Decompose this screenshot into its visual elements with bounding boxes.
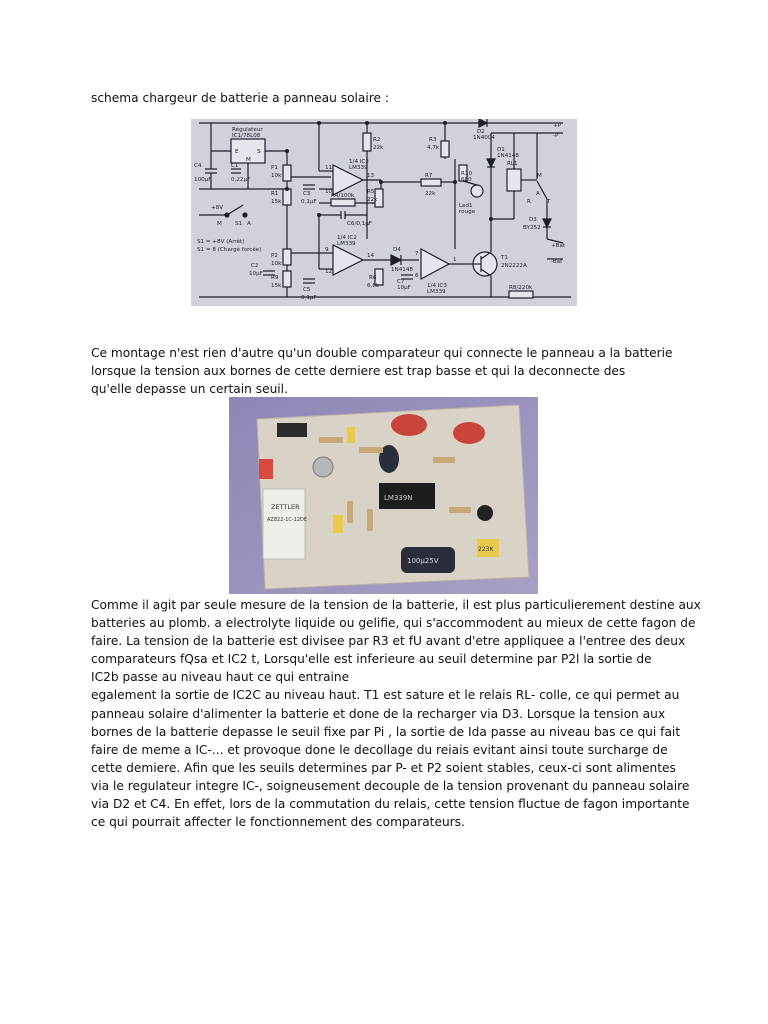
label-t1: T1 bbox=[501, 255, 508, 261]
label-r10: R10 bbox=[461, 171, 473, 177]
label-ic2-bot-part: LM339 bbox=[337, 241, 356, 247]
paragraph-2-line: faire. La tension de la batterie est divisee par R3 et fU avant d'etre appliquee a l'entree des deux bbox=[91, 634, 686, 649]
paragraph-2-line: comparateurs fQsa et IC2 t, Lorsqu'elle est inferieure au seuil determine par P2l la sortie de bbox=[91, 652, 652, 667]
circuit-board-photo bbox=[229, 397, 538, 594]
label-d3-val: BY252 bbox=[523, 225, 541, 231]
label-a-a: A bbox=[247, 221, 251, 227]
label-c3: C3 bbox=[303, 191, 311, 197]
label-c1: C1 bbox=[231, 163, 239, 169]
label-r5: R5 bbox=[367, 189, 375, 195]
label-c3-val: 0,1µF bbox=[301, 199, 317, 205]
label-r9-val: 15k bbox=[271, 283, 282, 289]
label-t-relay: T bbox=[547, 199, 551, 205]
label-d4: D4 bbox=[393, 247, 401, 253]
label-c1-val: 0,22µF bbox=[231, 177, 251, 183]
paragraph-2-line: cette demiere. Afin que les seuils determines par P- et P2 soient stables, ceux-ci sont alimentes bbox=[91, 760, 676, 775]
paragraph-2-line: via le regulateur integre IC-, soigneusement decouple de la tension provenant du panneau solaire bbox=[91, 778, 690, 793]
paragraph-2-line: ce qui pourrait affecter le fonctionnement des comparateurs. bbox=[91, 815, 465, 830]
caption-text: schema chargeur de batterie a panneau solaire : bbox=[91, 91, 389, 105]
label-r2-val: 22k bbox=[373, 145, 384, 151]
label-batminus: -Bat bbox=[551, 259, 563, 265]
label-d2-val: 1N4004 bbox=[473, 135, 495, 141]
photo-label-relay-part: AZ822-1C-12DE bbox=[267, 517, 308, 523]
label-v8: +8V bbox=[211, 205, 224, 211]
label-r6-val: 6,8k bbox=[367, 283, 380, 289]
label-ic3-part: LM339 bbox=[427, 289, 446, 295]
paragraph-2-line: bornes de la batterie depasse le seuil fixe par Pi , la sortie de Ida passe au niveau bas ce qui fait bbox=[91, 724, 681, 739]
label-pin14: 14 bbox=[367, 253, 375, 259]
label-pin1: 1 bbox=[453, 257, 457, 263]
label-ic2-top-part: LM339 bbox=[349, 165, 368, 171]
label-pin10: 10 bbox=[325, 189, 333, 195]
paragraph-2 bbox=[91, 596, 701, 831]
label-r5-val: 22k bbox=[367, 197, 378, 203]
label-c5-val: 0,1µF bbox=[301, 295, 317, 301]
label-p2-val: 10k bbox=[271, 261, 282, 267]
label-r-relay: R bbox=[527, 199, 531, 205]
paragraph-2-line: Comme il agit par seule mesure de la tension de la batterie, il est plus particulierement destine aux bbox=[91, 598, 701, 612]
label-reg-m: M bbox=[246, 157, 251, 163]
label-rl1: RL1 bbox=[507, 161, 518, 167]
label-pin9: 9 bbox=[325, 247, 329, 253]
paragraph-2-line: faire de meme a IC-... et provoque done le decollage du reiais evitant ainsi toute surcharge de bbox=[91, 742, 668, 757]
label-d3: D3 bbox=[529, 217, 537, 223]
label-a-relay: A bbox=[536, 191, 540, 197]
label-led: Led1 bbox=[459, 203, 473, 209]
label-c5: C5 bbox=[303, 287, 311, 293]
photo-label-relay: ZETTLER bbox=[271, 503, 300, 511]
label-pin13: 13 bbox=[367, 173, 375, 179]
label-c6: C6/0,1µF bbox=[347, 221, 373, 227]
label-led-val: rouge bbox=[459, 209, 476, 215]
label-d2: D2 bbox=[477, 129, 485, 135]
label-c2: C2 bbox=[251, 263, 259, 269]
label-m-relay: M bbox=[537, 173, 542, 179]
label-pin7: 7 bbox=[415, 251, 419, 257]
circuit-schematic-image bbox=[191, 119, 577, 306]
paragraph-2-line: batteries au plomb. a electrolyte liquide ou gelifie, qui s'accommodent au mieux de cette fagon de bbox=[91, 616, 696, 631]
label-ic2-bot: 1/4 IC2 bbox=[337, 235, 357, 241]
label-reg-e: E bbox=[235, 149, 239, 155]
photo-label-chip: LM339N bbox=[384, 494, 413, 502]
paragraph-2-line: egalement la sortie de IC2C au niveau haut. T1 est sature et le relais RL- colle, ce qui permet au bbox=[91, 688, 680, 703]
label-c2-val: 10µF bbox=[249, 271, 263, 277]
paragraph-1-line: lorsque la tension aux bornes de cette derniere est trap basse et qui la deconnecte des bbox=[91, 364, 626, 379]
label-ic3: 1/4 IC3 bbox=[427, 283, 447, 289]
label-d1-val: 1N4148 bbox=[497, 153, 519, 159]
label-p2: P2 bbox=[271, 253, 278, 259]
label-r1: R1 bbox=[271, 191, 279, 197]
photo-label-cap-small: 223K bbox=[478, 546, 494, 553]
label-pplus: +P bbox=[553, 123, 562, 129]
paragraph-1 bbox=[91, 344, 673, 398]
label-regulator-part: IC1/78L08 bbox=[232, 133, 261, 139]
label-pin12: 12 bbox=[325, 269, 333, 275]
label-pin11: 11 bbox=[325, 165, 333, 171]
paragraph-1-line: qu'elle depasse un certain seuil. bbox=[91, 382, 288, 397]
label-c7-val: 10µF bbox=[397, 285, 411, 291]
label-c7: C7 bbox=[397, 279, 405, 285]
label-d4-val: 1N4148 bbox=[391, 267, 413, 273]
label-r2: R2 bbox=[373, 137, 381, 143]
label-p1: P1 bbox=[271, 165, 278, 171]
paragraph-2-line: panneau solaire d'alimenter la batterie et done de la recharger via D3. Lorsque la tension aux bbox=[91, 706, 666, 721]
label-r8: R8/220k bbox=[509, 285, 533, 291]
label-reg-s: S bbox=[257, 149, 261, 155]
label-r1-val: 15k bbox=[271, 199, 282, 205]
label-r7-val: 22k bbox=[425, 191, 436, 197]
label-r4: R4/100k bbox=[331, 193, 355, 199]
label-t1-val: 2N2222A bbox=[501, 263, 527, 269]
label-r6: R6 bbox=[369, 275, 377, 281]
label-p1-val: 10k bbox=[271, 173, 282, 179]
label-r3: R3 bbox=[429, 137, 437, 143]
label-r10-val: 680 bbox=[461, 177, 472, 183]
label-batplus: +Bat bbox=[551, 243, 566, 249]
label-m-a: M bbox=[217, 221, 222, 227]
label-pminus: -P bbox=[553, 133, 559, 139]
paragraph-2-line: IC2b passe au niveau haut ce qui entraine bbox=[91, 670, 350, 685]
label-s1: S1 bbox=[235, 221, 243, 227]
label-pin6: 6 bbox=[415, 273, 419, 279]
paragraph-1-line: Ce montage n'est rien d'autre qu'un double comparateur qui connecte le panneau a la batterie bbox=[91, 346, 673, 360]
label-regulator-title: Régulateur bbox=[232, 127, 263, 133]
paragraph-2-line: via D2 et C4. En effet, lors de la commutation du relais, cette tension fluctue de fagon importante bbox=[91, 797, 690, 812]
photo-label-cap: 100µ25V bbox=[407, 557, 439, 565]
label-c4: C4 bbox=[194, 163, 202, 169]
label-ic2-top: 1/4 IC2 bbox=[349, 159, 369, 165]
label-r9: R9 bbox=[271, 275, 279, 281]
label-r3-val: 4,7k bbox=[427, 145, 440, 151]
label-c4-val: 100µF bbox=[194, 177, 212, 183]
label-r7: R7 bbox=[425, 173, 433, 179]
label-legend1: S1 = +8V (Arrêt) bbox=[197, 239, 245, 245]
label-d1: D1 bbox=[497, 147, 505, 153]
label-legend2: S1 = 8 (Chargé forcée) bbox=[197, 247, 262, 253]
